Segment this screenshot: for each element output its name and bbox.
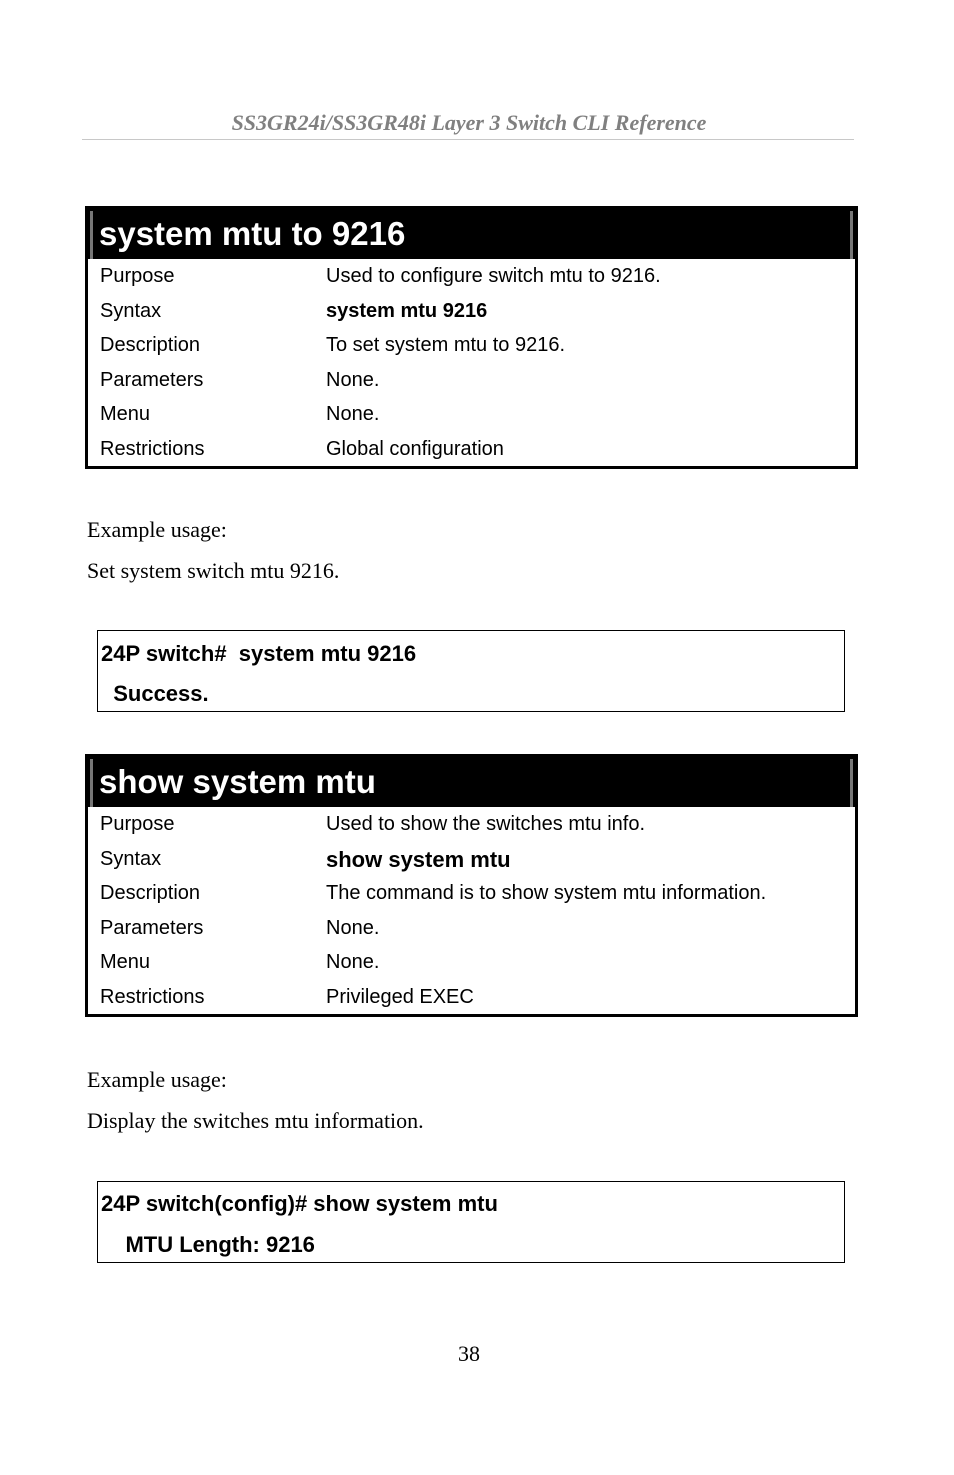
- row-value: To set system mtu to 9216.: [326, 334, 565, 356]
- row-syntax: [88, 294, 855, 329]
- row-label: Syntax: [100, 299, 162, 322]
- row-purpose: [88, 807, 855, 842]
- row-parameters: [88, 911, 855, 946]
- row-value: None.: [326, 951, 380, 973]
- example-description: Display the switches mtu information.: [87, 1108, 424, 1133]
- row-label: Menu: [100, 951, 151, 973]
- running-header: SS3GR24i/SS3GR48i Layer 3 Switch CLI Reference: [231, 110, 707, 135]
- row-menu: [88, 945, 855, 980]
- title-bar-edge: [90, 759, 93, 807]
- row-value: Privileged EXEC: [326, 985, 474, 1008]
- row-value: None.: [326, 916, 380, 939]
- cli-output-line: Success.: [101, 681, 209, 706]
- title-bar-edge: [90, 211, 93, 259]
- cli-output-line: MTU Length: 9216: [101, 1232, 315, 1257]
- row-value: Used to show the switches mtu info.: [326, 813, 646, 835]
- row-label: Restrictions: [100, 437, 205, 460]
- row-parameters: [88, 363, 855, 398]
- row-value: None.: [326, 403, 380, 425]
- header-rule: [82, 139, 854, 140]
- row-value: None.: [326, 368, 380, 391]
- example-heading: Example usage:: [87, 1067, 227, 1092]
- row-restrictions: [88, 980, 855, 1015]
- row-label: Menu: [100, 403, 151, 425]
- title-bar-edge: [850, 211, 853, 259]
- row-value: Global configuration: [326, 437, 504, 460]
- row-label: Purpose: [100, 813, 175, 835]
- row-value-syntax: show system mtu: [326, 846, 511, 872]
- example-description: Set system switch mtu 9216.: [87, 558, 340, 583]
- command-table-show-system-mtu: [85, 754, 858, 1017]
- row-syntax: [88, 842, 855, 877]
- row-label: Purpose: [100, 265, 175, 287]
- row-label: Description: [100, 882, 201, 904]
- title-bar-edge: [850, 759, 853, 807]
- row-value: Used to configure switch mtu to 9216.: [326, 265, 661, 287]
- cli-example-box: [97, 1181, 845, 1263]
- cli-command-line: 24P switch# system mtu 9216: [101, 641, 417, 666]
- row-value-syntax: system mtu 9216: [326, 299, 488, 322]
- row-restrictions: [88, 432, 855, 467]
- row-label: Restrictions: [100, 985, 205, 1008]
- row-menu: [88, 397, 855, 432]
- row-label: Syntax: [100, 847, 162, 870]
- cli-command-line: 24P switch(config)# show system mtu: [101, 1191, 498, 1216]
- command-title: system mtu to 9216: [99, 215, 406, 252]
- row-description: [88, 328, 855, 363]
- command-title: show system mtu: [99, 763, 376, 800]
- row-label: Parameters: [100, 368, 204, 391]
- page-number: 38: [458, 1341, 480, 1366]
- example-heading: Example usage:: [87, 517, 227, 542]
- command-title-bar: [88, 757, 855, 807]
- row-label: Description: [100, 334, 201, 356]
- command-title-bar: [88, 209, 855, 259]
- row-description: [88, 876, 855, 911]
- row-purpose: [88, 259, 855, 294]
- cli-example-box: [97, 630, 845, 712]
- row-value: The command is to show system mtu information.: [326, 882, 767, 904]
- command-table-system-mtu: [85, 206, 858, 469]
- row-label: Parameters: [100, 916, 204, 939]
